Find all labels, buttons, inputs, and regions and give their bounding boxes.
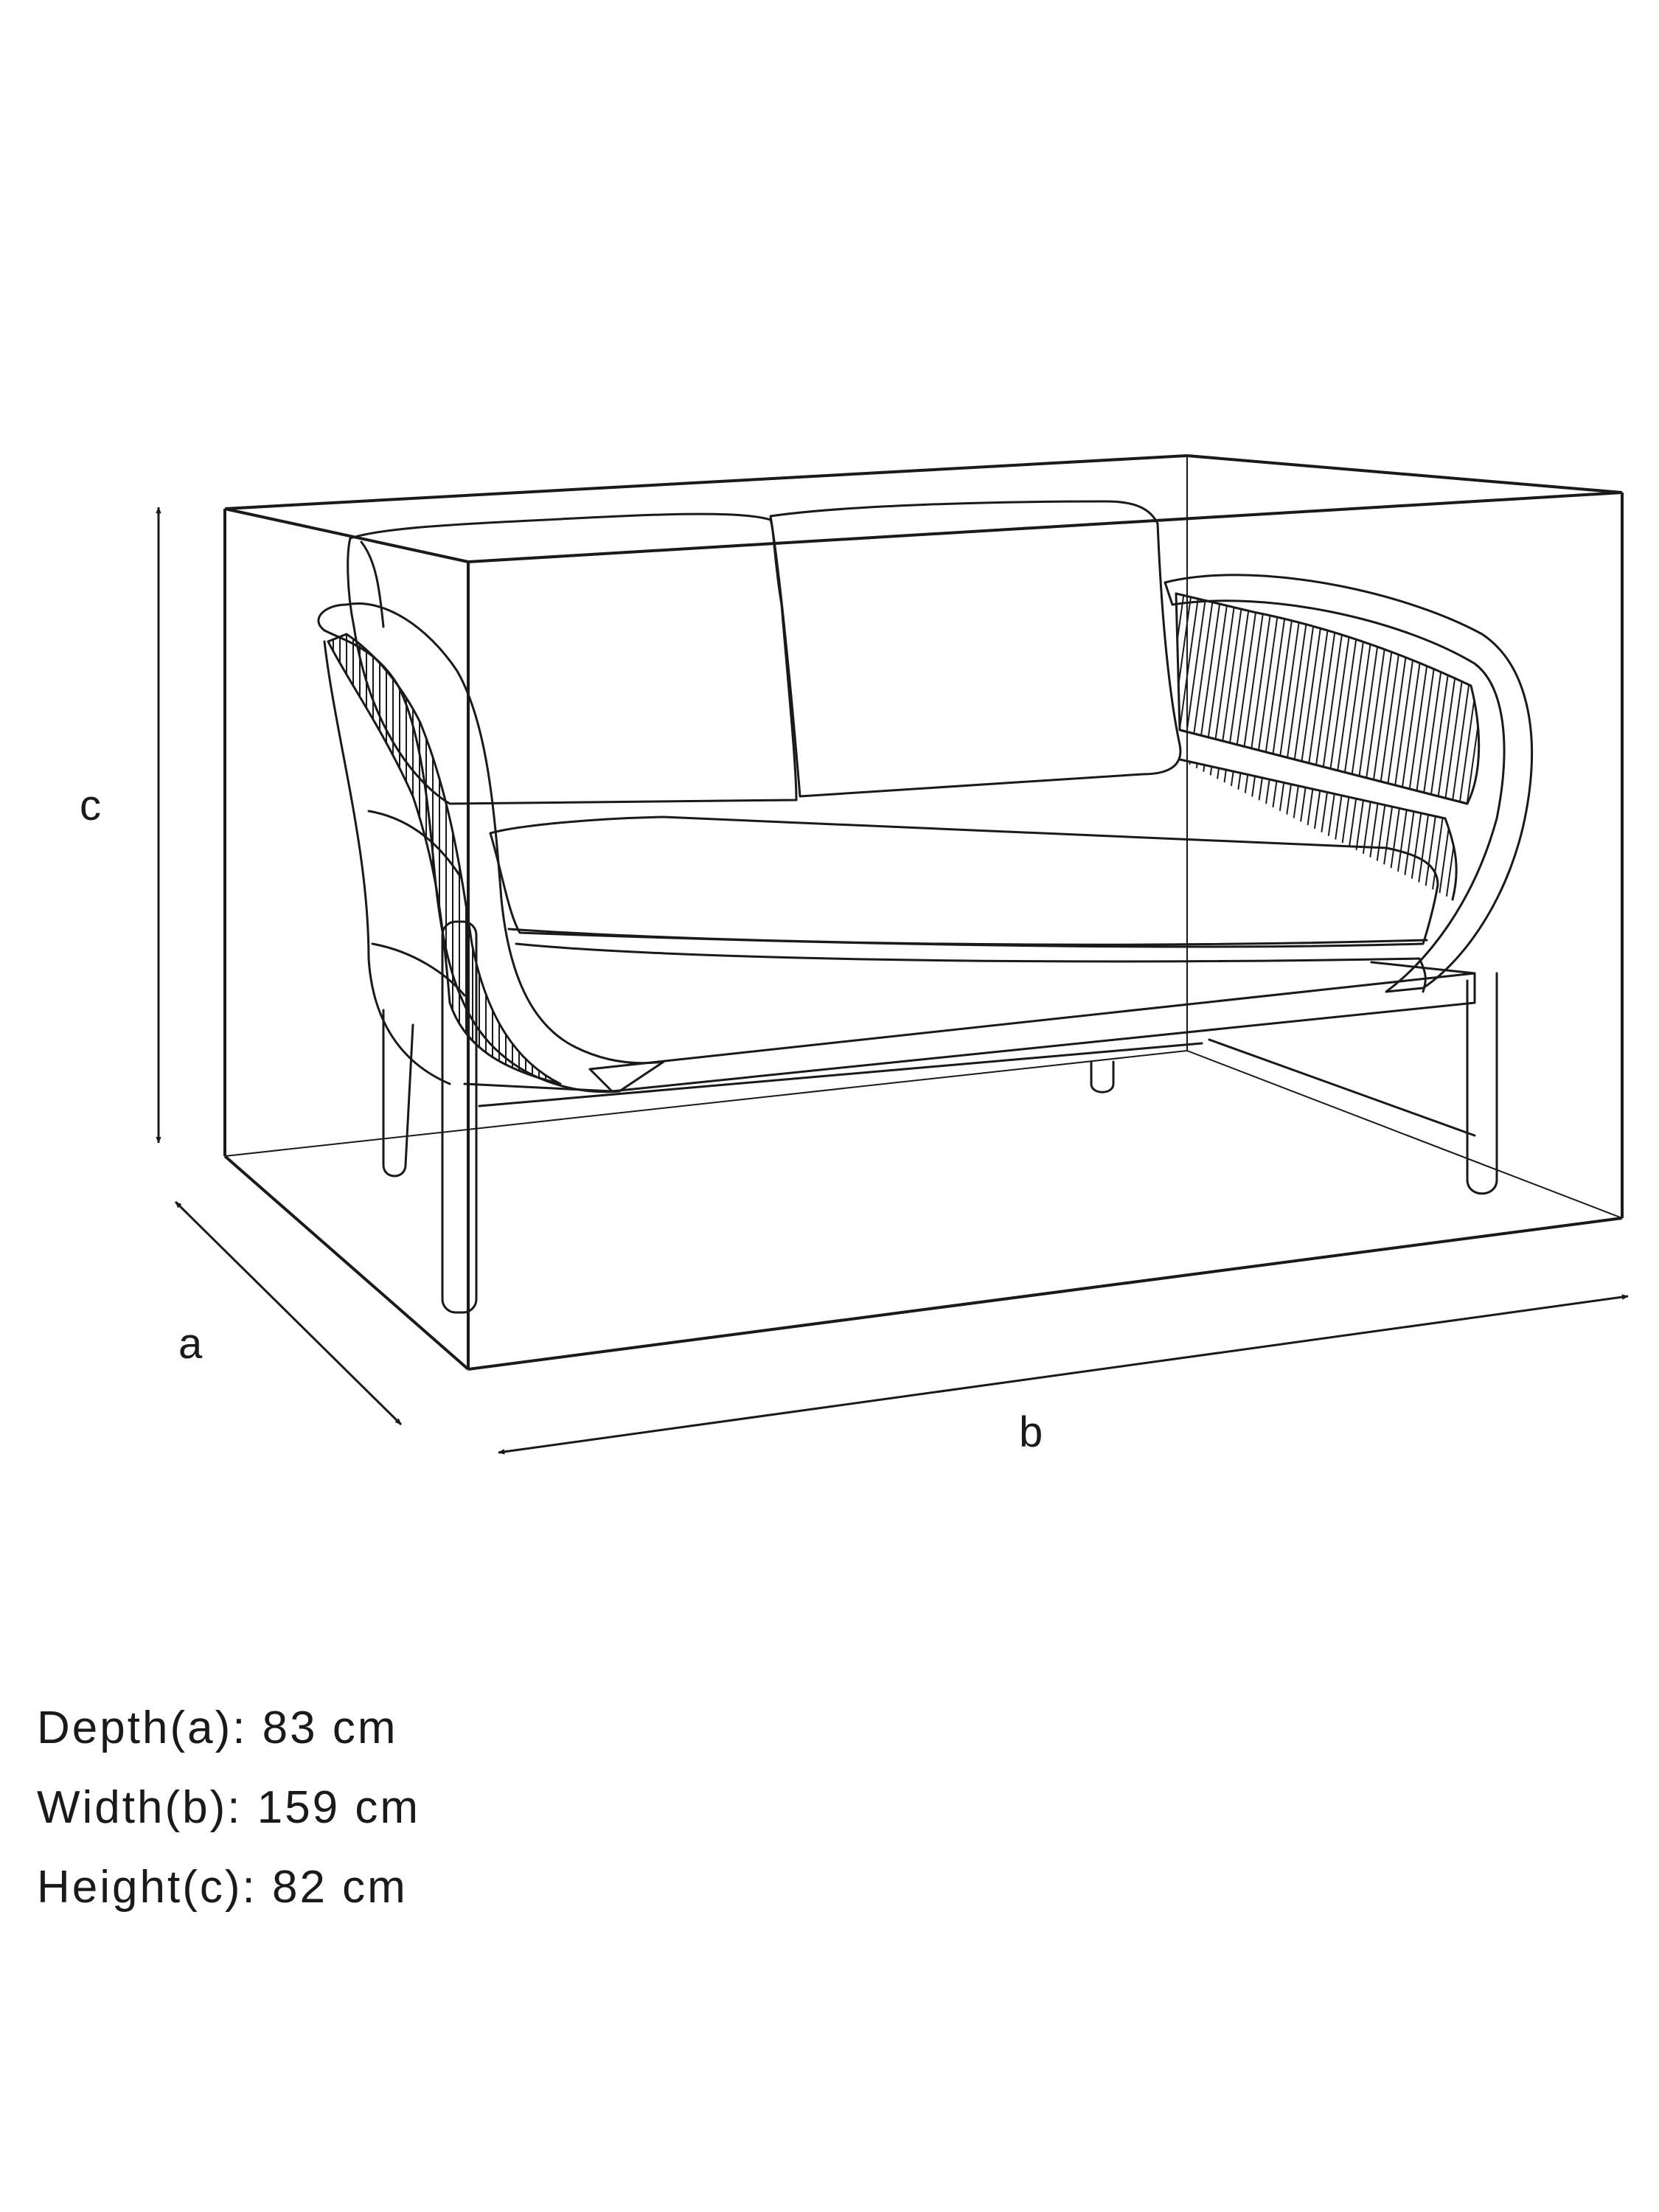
- label-c: c: [80, 782, 101, 830]
- leg-back-left: [383, 1010, 413, 1176]
- back-cushion-right: [771, 501, 1180, 796]
- dimension-specs: [37, 1688, 420, 1927]
- depth-arrow: [175, 1202, 401, 1425]
- sofa-illustration: [319, 501, 1532, 1312]
- spec-depth-label: Depth(a): [37, 1703, 233, 1753]
- spec-depth: Depth(a): 83 cm: [37, 1703, 398, 1753]
- spec-width-value: 159 cm: [257, 1782, 421, 1833]
- spec-depth-value: 83 cm: [262, 1703, 398, 1753]
- spec-height: Height(c): 82 cm: [37, 1862, 408, 1913]
- leg-back-center: [1091, 1062, 1113, 1092]
- cover-outline: [225, 456, 1622, 1369]
- label-a: a: [178, 1320, 203, 1368]
- spec-height-value: 82 cm: [271, 1862, 408, 1913]
- width-arrow: [498, 1296, 1628, 1453]
- spec-width-label: Width(b): [37, 1782, 228, 1833]
- label-b: b: [1019, 1408, 1043, 1456]
- left-side-weave: [328, 634, 560, 1084]
- spec-height-label: Height(c): [37, 1862, 243, 1913]
- seat-cushion: [490, 817, 1438, 947]
- seat-rail: [590, 973, 1475, 1091]
- spec-width: Width(b): 159 cm: [37, 1782, 421, 1833]
